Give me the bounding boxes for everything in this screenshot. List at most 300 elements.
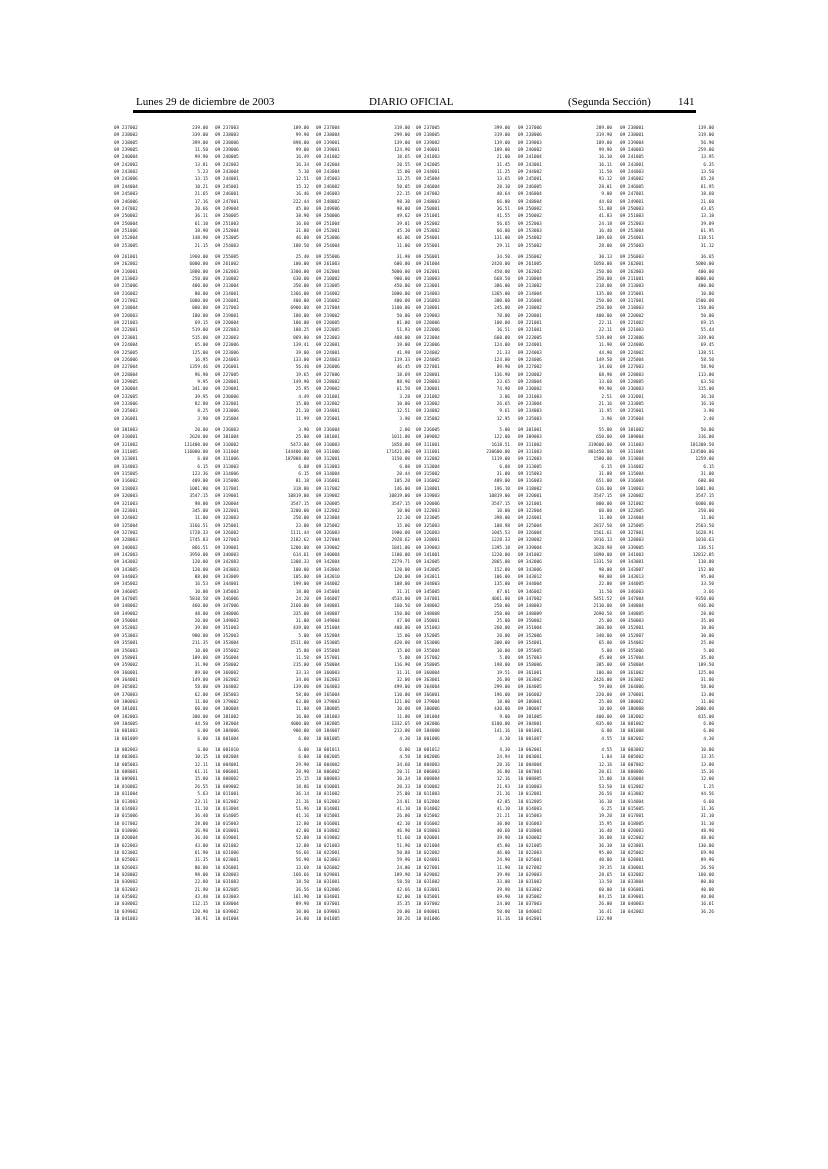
- table-row: [215, 715, 309, 721]
- item-price: 31.80: [295, 228, 309, 234]
- table-row: [518, 262, 612, 268]
- item-code: 09 210001: [114, 269, 138, 275]
- table-row: [620, 200, 714, 206]
- item-code: 09 320006: [416, 501, 440, 507]
- item-price: 34.00: [295, 677, 309, 683]
- item-code: 09 244001: [215, 177, 239, 183]
- item-code: 10 013003: [114, 799, 138, 805]
- table-row: [620, 715, 714, 721]
- item-code: 09 252004: [114, 236, 138, 242]
- item-code: 09 246004: [518, 192, 542, 198]
- item-price: 5.63: [197, 792, 208, 798]
- table-row: [114, 792, 208, 798]
- item-price: 16.11: [598, 162, 612, 168]
- table-row: [416, 902, 510, 908]
- item-code: 09 250005: [215, 214, 239, 220]
- item-price: 110.00: [394, 692, 410, 698]
- table-row: [215, 634, 309, 640]
- item-code: 09 230001: [416, 387, 440, 393]
- table-row: [416, 148, 510, 154]
- item-price: 16.10: [598, 155, 612, 161]
- table-column: [620, 126, 714, 1021]
- item-price: 815.00: [698, 714, 714, 720]
- table-row: [215, 814, 309, 820]
- item-price: 65.00: [194, 343, 208, 349]
- item-code: 09 343001: [620, 560, 644, 566]
- item-code: 09 344003: [114, 575, 138, 580]
- table-row: [215, 141, 309, 147]
- item-price: 300.00: [494, 641, 510, 647]
- item-code: 09 344003: [416, 582, 440, 588]
- item-price: 4534.00: [391, 597, 410, 603]
- item-price: 26.65: [496, 401, 510, 407]
- table-row: [416, 792, 510, 798]
- table-row: [620, 255, 714, 261]
- table-row: [316, 619, 410, 625]
- item-price: 11.50: [295, 655, 309, 661]
- item-price: 24.01: [396, 799, 410, 805]
- item-code: 09 357004: [620, 655, 644, 661]
- table-row: [215, 604, 309, 610]
- item-price: 36.51: [496, 206, 510, 212]
- item-price: 3547.15: [391, 501, 410, 507]
- table-row: [316, 465, 410, 471]
- table-row: [620, 336, 714, 342]
- item-code: 09 326004: [518, 530, 542, 536]
- item-price: 339.00: [698, 335, 714, 341]
- item-price: 15.00: [396, 633, 410, 639]
- item-price: 19.35: [598, 865, 612, 871]
- table-row: [215, 387, 309, 393]
- item-code: 09 251003: [215, 221, 239, 227]
- item-code: 09 343006: [518, 567, 542, 573]
- item-code: 09 242002: [114, 162, 138, 168]
- item-code: 09 324002: [114, 516, 138, 522]
- table-row: [114, 910, 208, 916]
- item-price: 5473.00: [290, 442, 309, 448]
- table-row: [620, 902, 714, 908]
- item-price: 28.00: [194, 821, 208, 827]
- table-row: [416, 236, 510, 242]
- item-price: 118.51: [698, 236, 714, 242]
- table-row: [114, 807, 208, 813]
- item-price: 25.00: [396, 792, 410, 798]
- item-price: 299.00: [394, 133, 410, 139]
- item-code: 10 002004: [215, 755, 239, 761]
- item-code: 09 355005: [518, 648, 542, 654]
- item-price: 60.00: [194, 707, 208, 713]
- item-code: 09 301003: [114, 428, 138, 433]
- item-code: 10 040003: [620, 902, 644, 908]
- table-row: [416, 358, 510, 364]
- item-code: 09 254002: [518, 236, 542, 242]
- item-code: 09 226001: [215, 365, 239, 371]
- table-row: [316, 715, 410, 721]
- item-price: 21.33: [496, 350, 510, 356]
- item-code: 10 012005: [518, 799, 542, 805]
- item-price: 40.00: [700, 895, 714, 901]
- item-price: 50.00: [700, 428, 714, 433]
- item-price: 189.00: [596, 140, 612, 146]
- item-price: 22.15: [396, 192, 410, 198]
- item-price: 34.80: [295, 917, 309, 923]
- item-price: 1180.00: [391, 552, 410, 558]
- item-code: 09 213004: [215, 284, 239, 290]
- item-price: 26.00: [396, 814, 410, 820]
- item-code: 09 228005: [620, 379, 644, 385]
- item-code: 09 230006: [215, 394, 239, 400]
- table-row: [416, 409, 510, 415]
- item-price: 316.00: [698, 435, 714, 441]
- table-row: [416, 255, 510, 261]
- table-row: [114, 387, 208, 393]
- item-price: 1366.00: [290, 291, 309, 297]
- item-code: 09 384005: [114, 722, 138, 727]
- table-row: [620, 214, 714, 220]
- table-row: [416, 836, 510, 842]
- table-row: [316, 428, 410, 434]
- item-code: 10 039003: [316, 909, 340, 915]
- item-code: 10 029002: [416, 873, 440, 878]
- table-row: [215, 509, 309, 515]
- item-code: 09 251004: [316, 221, 340, 227]
- item-code: 10 037002: [416, 902, 440, 908]
- item-price: 319.00: [394, 126, 410, 131]
- item-code: 09 381001: [114, 707, 138, 713]
- table-row: [215, 700, 309, 706]
- header-rule: [133, 110, 696, 113]
- item-price: 26.00: [496, 677, 510, 683]
- table-row: [518, 457, 612, 463]
- table-row: [114, 487, 208, 493]
- table-row: [215, 737, 309, 743]
- table-row: [114, 582, 208, 588]
- item-price: 46.90: [396, 828, 410, 834]
- table-row: [316, 763, 410, 769]
- item-price: 45.00: [598, 655, 612, 661]
- table-row: [114, 715, 208, 721]
- table-row: [215, 880, 309, 886]
- item-code: 09 235004: [215, 416, 239, 422]
- item-code: 09 342005: [416, 560, 440, 566]
- item-price: 300.00: [192, 714, 208, 720]
- item-price: 250.00: [596, 269, 612, 275]
- item-price: 4.55: [601, 736, 612, 742]
- item-price: 66.00: [496, 199, 510, 205]
- item-code: 09 254001: [416, 236, 440, 242]
- item-price: 668.50: [494, 277, 510, 282]
- item-price: 18.86: [295, 784, 309, 790]
- item-price: 1228.33: [491, 538, 510, 544]
- item-price: 340.00: [596, 633, 612, 639]
- item-price: 136.90: [494, 372, 510, 378]
- table-row: [316, 755, 410, 761]
- item-price: 39.00: [194, 626, 208, 632]
- item-code: 09 339005: [620, 545, 644, 551]
- table-row: [518, 192, 612, 198]
- table-row: [215, 531, 309, 537]
- item-code: 10 010004: [620, 777, 644, 783]
- table-row: [316, 729, 410, 735]
- table-row: [316, 575, 410, 581]
- item-code: 09 363002: [620, 677, 644, 683]
- item-price: 10.00: [194, 648, 208, 654]
- table-row: [518, 649, 612, 655]
- item-code: 09 245001: [215, 184, 239, 190]
- item-price: 1365.00: [491, 291, 510, 297]
- table-row: [620, 748, 714, 754]
- table-row: [620, 880, 714, 886]
- item-code: 09 352002: [114, 626, 138, 632]
- item-price: 20.66: [194, 206, 208, 212]
- table-row: [620, 553, 714, 559]
- table-row: [215, 163, 309, 169]
- item-price: 10.00: [598, 707, 612, 713]
- item-price: 400.00: [192, 284, 208, 290]
- item-code: 09 301001: [518, 428, 542, 433]
- table-row: [114, 133, 208, 139]
- table-row: [620, 729, 714, 735]
- item-price: 6.25: [601, 806, 612, 812]
- item-price: 51.96: [295, 806, 309, 812]
- item-price: 56.66: [295, 850, 309, 856]
- table-row: [620, 450, 714, 456]
- header-title: DIARIO OFICIAL: [369, 96, 454, 108]
- item-code: 09 213003: [114, 277, 138, 282]
- table-row: [215, 770, 309, 776]
- item-code: 09 347004: [620, 597, 644, 603]
- table-row: [114, 619, 208, 625]
- item-price: 1890.00: [593, 552, 612, 558]
- table-row: [620, 262, 714, 268]
- item-code: 09 342006: [518, 560, 542, 566]
- table-row: [518, 465, 612, 471]
- item-code: 10 011003: [416, 792, 440, 798]
- item-price: 70.00: [496, 313, 510, 319]
- table-row: [416, 888, 510, 894]
- item-price: 100.00: [293, 567, 309, 573]
- table-row: [620, 155, 714, 161]
- table-row: [416, 685, 510, 691]
- item-code: 09 384001: [518, 722, 542, 727]
- item-price: 139.00: [698, 126, 714, 131]
- item-price: 34.50: [496, 254, 510, 260]
- table-row: [416, 582, 510, 588]
- table-row: [620, 531, 714, 537]
- table-row: [114, 866, 208, 872]
- item-code: 10 013004: [215, 806, 239, 812]
- item-price: 1011.00: [391, 435, 410, 441]
- item-price: 31.90: [194, 663, 208, 669]
- table-row: [316, 612, 410, 618]
- item-price: 31.35: [194, 858, 208, 864]
- item-price: 99.00: [295, 148, 309, 154]
- table-row: [316, 851, 410, 857]
- item-code: 09 238006: [215, 140, 239, 146]
- item-code: 09 381005: [518, 714, 542, 720]
- table-row: [416, 917, 510, 923]
- item-code: 09 227002: [518, 365, 542, 371]
- item-price: 1628.91: [695, 530, 714, 536]
- item-code: 09 348009: [518, 611, 542, 617]
- item-price: 936.00: [698, 604, 714, 610]
- item-price: 3628.98: [593, 545, 612, 551]
- table-row: [518, 255, 612, 261]
- item-code: 09 224003: [316, 357, 340, 363]
- item-code: 10 015006: [114, 814, 138, 820]
- table-row: [114, 207, 208, 213]
- table-row: [114, 671, 208, 677]
- item-price: 13.00: [700, 692, 714, 698]
- table-row: [316, 895, 410, 901]
- table-row: [518, 328, 612, 334]
- table-row: [620, 785, 714, 791]
- table-row: [416, 479, 510, 485]
- table-row: [620, 351, 714, 357]
- table-row: [620, 755, 714, 761]
- item-code: 09 343012: [518, 575, 542, 580]
- item-price: 130.00: [698, 843, 714, 849]
- table-row: [620, 822, 714, 828]
- item-code: 09 315004: [620, 472, 644, 478]
- table-row: [215, 844, 309, 850]
- item-price: 220.00: [596, 692, 612, 698]
- table-row: [215, 546, 309, 552]
- item-price: 21.16: [295, 799, 309, 805]
- table-row: [114, 755, 208, 761]
- item-code: 09 325005: [620, 523, 644, 529]
- item-code: 09 316004: [620, 479, 644, 485]
- table-row: [114, 457, 208, 463]
- item-price: 53.50: [598, 784, 612, 790]
- item-code: 09 364006: [620, 685, 644, 691]
- table-row: [114, 895, 208, 901]
- item-code: 10 020002: [518, 836, 542, 842]
- item-code: 09 261005: [518, 262, 542, 268]
- table-row: [518, 509, 612, 515]
- table-row: [620, 612, 714, 618]
- item-price: 2865.00: [491, 560, 510, 566]
- page-header: [136, 95, 696, 109]
- item-price: 400.00: [293, 299, 309, 305]
- item-price: 31.00: [700, 677, 714, 683]
- item-price: 98.00: [598, 575, 612, 580]
- table-row: [518, 722, 612, 728]
- item-price: 25.40: [295, 254, 309, 260]
- table-row: [518, 836, 612, 842]
- item-price: 2160.00: [290, 604, 309, 610]
- item-price: 39.00: [295, 350, 309, 356]
- item-code: 09 223005: [518, 335, 542, 341]
- item-code: 09 353003: [114, 633, 138, 639]
- table-row: [518, 604, 612, 610]
- table-row: [215, 671, 309, 677]
- table-row: [620, 133, 714, 139]
- item-price: 28.00: [700, 611, 714, 617]
- item-code: 09 222003: [215, 328, 239, 334]
- item-price: 124500.00: [690, 450, 714, 456]
- item-code: 09 346007: [316, 597, 340, 603]
- item-price: 2800.00: [695, 707, 714, 713]
- item-price: 1100.00: [391, 306, 410, 312]
- table-row: [518, 516, 612, 522]
- item-price: 125.00: [698, 670, 714, 676]
- table-row: [518, 770, 612, 776]
- table-row: [416, 715, 510, 721]
- table-row: [416, 314, 510, 320]
- item-code: 09 380006: [416, 707, 440, 713]
- item-code: 09 301002: [620, 428, 644, 433]
- item-price: 31.10: [700, 814, 714, 820]
- item-price: 10.00: [396, 707, 410, 713]
- item-price: 36.65: [700, 254, 714, 260]
- item-price: 4.55: [601, 748, 612, 754]
- table-row: [215, 306, 309, 312]
- table-row: [620, 472, 714, 478]
- table-row: [316, 299, 410, 305]
- table-row: [620, 373, 714, 379]
- item-code: 09 355004: [416, 648, 440, 654]
- table-row: [316, 502, 410, 508]
- item-code: 09 358001: [114, 655, 138, 661]
- table-row: [215, 516, 309, 522]
- item-price: 120.00: [394, 567, 410, 573]
- table-row: [620, 814, 714, 820]
- item-code: 09 252003: [518, 221, 542, 227]
- item-code: 09 210004: [518, 277, 542, 282]
- item-price: 136.51: [698, 545, 714, 551]
- item-code: 09 352007: [620, 633, 644, 639]
- item-code: 10 028003: [215, 873, 239, 878]
- item-code: 09 322003: [416, 508, 440, 514]
- item-price: 1728.33: [189, 530, 208, 536]
- item-code: 09 348006: [215, 611, 239, 617]
- item-price: 20.55: [396, 162, 410, 168]
- item-code: 09 344001: [215, 582, 239, 588]
- item-code: 10 035001: [416, 895, 440, 901]
- item-code: 09 365002: [114, 685, 138, 691]
- table-row: [416, 737, 510, 743]
- item-price: 131.00: [494, 236, 510, 242]
- item-code: 09 309003: [518, 435, 542, 441]
- table-row: [416, 443, 510, 449]
- table-row: [620, 671, 714, 677]
- item-price: 20.00: [194, 428, 208, 433]
- table-row: [620, 177, 714, 183]
- item-price: 58.00: [700, 685, 714, 691]
- item-price: 19.65: [295, 372, 309, 378]
- item-code: 10 040001: [416, 909, 440, 915]
- item-price: 1045.53: [491, 530, 510, 536]
- item-code: 09 318001: [416, 486, 440, 492]
- item-price: 62.00: [194, 692, 208, 698]
- item-code: 09 348007: [316, 611, 340, 617]
- table-row: [518, 737, 612, 743]
- item-code: 09 245003: [316, 177, 340, 183]
- table-row: [620, 634, 714, 640]
- item-code: 09 220002: [620, 313, 644, 319]
- table-row: [114, 538, 208, 544]
- item-price: 680.00: [698, 479, 714, 485]
- table-row: [620, 737, 714, 743]
- item-price: 41.10: [396, 806, 410, 812]
- table-row: [215, 465, 309, 471]
- item-code: 09 237002: [114, 126, 138, 131]
- table-row: [114, 836, 208, 842]
- item-price: 63.00: [295, 699, 309, 705]
- item-code: 09 358006: [518, 663, 542, 669]
- item-price: 22.11: [598, 321, 612, 327]
